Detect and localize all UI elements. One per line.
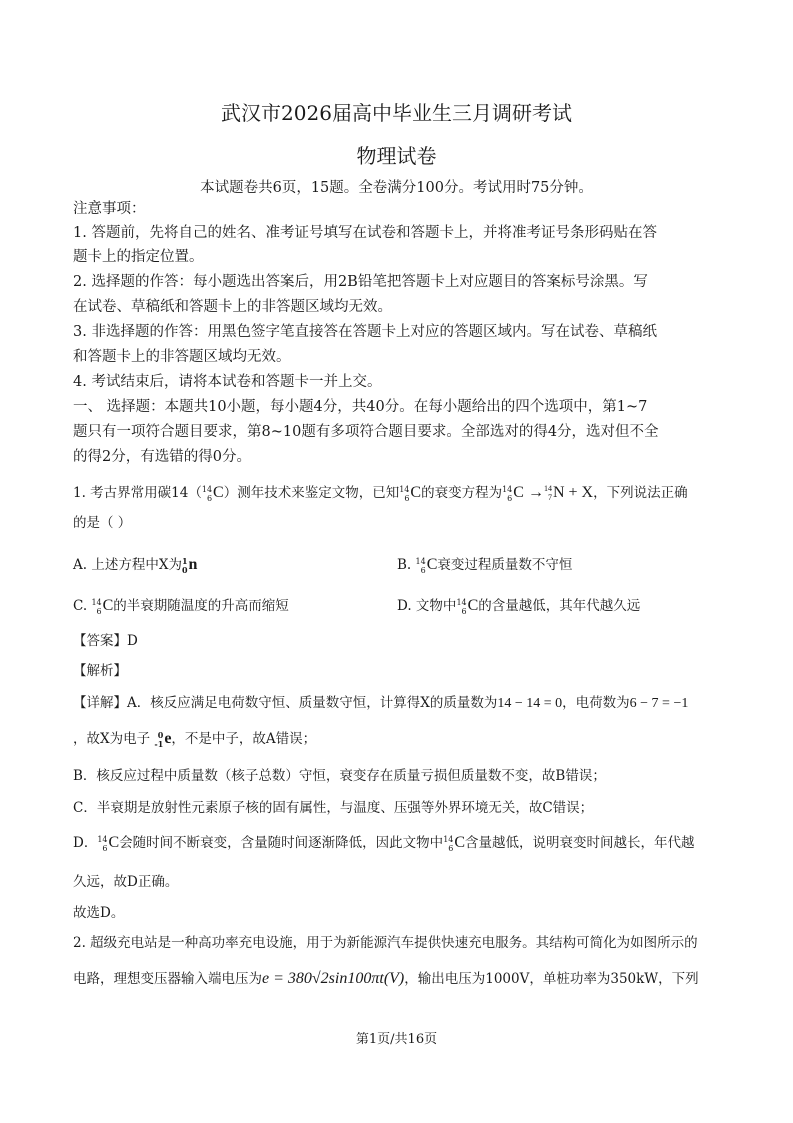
q1-option-a: A. 上述方程中X为 1 0 n: [73, 555, 198, 575]
q1-detail-a-line2: ，故X为电子 0 -1 e，不是中子，故A错误；: [73, 729, 317, 749]
notice-item-3a: 3. 非选择题的作答：用黑色签字笔直接答在答题卡上对应的答题区域内。写在试卷、草稿纸: [73, 324, 657, 340]
notice-item-4: 4. 考试结束后，请将本试卷和答题卡一并上交。: [73, 374, 382, 390]
exam-title: 武汉市2026届高中毕业生三月调研考试: [221, 101, 572, 125]
q1-conclusion: 故选D。: [73, 905, 125, 921]
notice-item-2a: 2. 选择题的作答：每小题选出答案后，用2B铅笔把答题卡上对应题目的答案标号涂黑。写: [73, 274, 648, 290]
section-1-line-3: 的得2分，有选错的得0分。: [73, 449, 251, 465]
q2-line-1: 2. 超级充电站是一种高功率充电设施，用于为新能源汽车提供快速充电服务。其结构可简化为如图所示的: [73, 935, 698, 951]
q1-detail-d-line2: 久远，故D正确。: [73, 874, 179, 890]
exam-subtitle: 物理试卷: [356, 144, 437, 168]
q1-detail-b: B．核反应过程中质量数（核子总数）守恒，衰变存在质量亏损但质量数不变，故B错误；: [73, 768, 606, 784]
q1-detail-a: 【详解】A．核反应满足电荷数守恒、质量数守恒，计算得X的质量数为14 − 14 = 0，电荷数为6 − 7 = −1: [73, 695, 689, 711]
q1-detail-d: D． 14 6 C会随时间不断衰变，含量随时间逐渐降低，因此文物中 14 6 C含量越低，说明衰变时间越长，年代越: [73, 834, 695, 853]
notice-item-1a: 1. 答题前，先将自己的姓名、准考证号填写在试卷和答题卡上，并将准考证号条形码贴在答: [73, 225, 657, 241]
q1-option-d: D. 文物中 14 6 C的含量越低，其年代越久远: [397, 597, 641, 616]
isotope-c14: 14 6: [502, 484, 513, 503]
notice-item-2b: 在试卷、草稿纸和答题卡上的非答题区域均无效。: [73, 299, 392, 315]
notice-item-3b: 和答题卡上的非答题区域均无效。: [73, 349, 291, 365]
page-footer: 第1页/共16页: [355, 1032, 438, 1047]
section-1-line-2: 题只有一项符合题目要求，第8~10题有多项符合题目要求。全部选对的得4分，选对但不全: [73, 424, 659, 440]
q1-option-b: B. 14 6 C衰变过程质量数不守恒: [397, 556, 573, 575]
decay-equation: C → 14 7 N + X: [513, 484, 594, 503]
isotope-c14: 14 6: [201, 484, 213, 503]
q1-detail-c: C．半衰期是放射性元素原子核的固有属性，与温度、压强等外界环境无关，故C错误；: [73, 800, 594, 816]
q1-stem-line-2: 的是（ ）: [73, 515, 132, 531]
q1-option-c: C. 14 6 C的半衰期随温度的升高而缩短: [73, 597, 289, 616]
notice-item-1b: 题卡上的指定位置。: [73, 249, 204, 265]
q2-line-2: 电路，理想变压器输入端电压为e = 380√2sin100πt(V)，输出电压为1000V，单桩功率为350kW，下列: [73, 970, 699, 987]
section-1-line-1: 一、 选择题：本题共10小题，每小题4分，共40分。在每小题给出的四个选项中，第1~7: [73, 399, 648, 415]
q1-stem-line-1: 1. 考古界常用碳14（ 14 6 C）测年技术来鉴定文物，已知 14 6 C的衰变方程为 14 6 C → 14 7 N + X，下列说法正确: [73, 484, 688, 503]
notice-heading: 注意事项：: [73, 201, 146, 217]
exam-meta: 本试题卷共6页，15题。全卷满分100分。考试用时75分钟。: [200, 180, 593, 196]
isotope-c14: 14 6: [399, 484, 410, 503]
q1-answer: 【答案】D: [73, 633, 138, 649]
q1-analysis-heading: 【解析】: [73, 663, 127, 679]
